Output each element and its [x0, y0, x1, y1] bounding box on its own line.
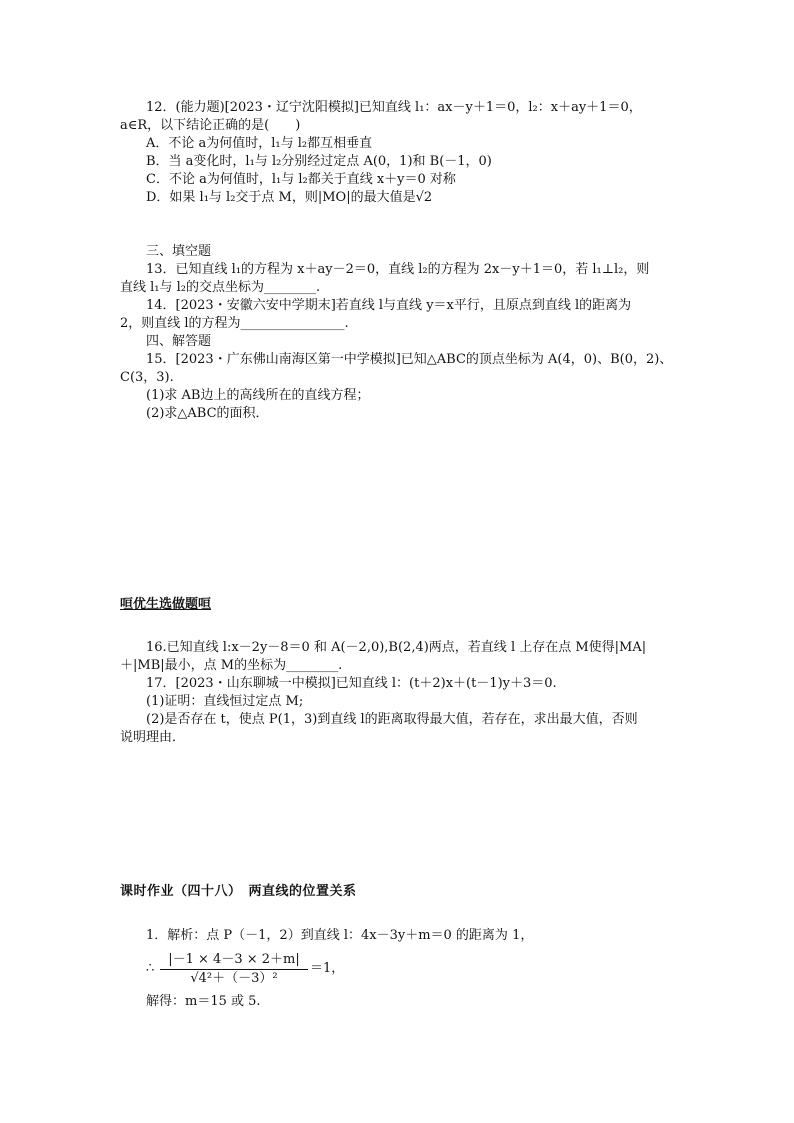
q12-stem-line1: 12．(能力题)[2023・辽宁沈阳模拟]已知直线 l₁：ax－y＋1＝0，l₂：x＋ay＋1＝0，	[146, 100, 642, 115]
answer1-result: 解得：m＝15 或 5.	[146, 994, 261, 1009]
q15-line1: 15．[2023・广东佛山南海区第一中学模拟]已知△ABC的顶点坐标为 A(4，0)、B(0，2)、	[146, 352, 673, 367]
q12-option-b: B．当 a变化时，l₁与 l₂分别经过定点 A(0，1)和 B(－1，0)	[146, 154, 492, 169]
q13-line1: 13．已知直线 l₁的方程为 x＋ay－2＝0，直线 l₂的方程为 2x－y＋1＝0，若 l₁⊥l₂，则	[146, 262, 650, 277]
fraction-numerator: |－1 × 4－3 × 2＋m|	[160, 952, 308, 970]
q12-option-a: A．不论 a为何值时，l₁与 l₂都互相垂直	[146, 136, 373, 151]
q15-sub2: (2)求△ABC的面积．	[146, 406, 269, 421]
q14-line1: 14．[2023・安徽六安中学期末]若直线 l与直线 y＝x平行，且原点到直线 l的距离为	[146, 298, 632, 313]
section-answer-heading: 四、解答题	[146, 334, 212, 349]
fraction-equals-one: ＝1，	[310, 961, 345, 976]
q13-line2: 直线 l₁与 l₂的交点坐标为________.	[120, 280, 321, 295]
q15-sub1: (1)求 AB边上的高线所在的直线方程；	[146, 388, 370, 403]
distance-fraction	[160, 952, 308, 987]
answer-section-title: 课时作业（四十八） 两直线的位置关系	[120, 884, 357, 899]
section-fill-in-heading: 三、填空题	[146, 244, 212, 259]
q12-stem-line2: a∈R，以下结论正确的是( )	[120, 118, 301, 133]
advanced-section-heading: 咺优生选做题咺	[120, 597, 212, 612]
q16-line2: ＋|MB|最小，点 M的坐标为________.	[120, 658, 343, 673]
therefore-symbol: ∴	[146, 961, 155, 976]
fraction-denominator: √4²＋（－3）²	[190, 971, 278, 986]
q12-option-d: D．如果 l₁与 l₂交于点 M，则|MO|的最大值是√2	[146, 190, 433, 205]
q17-sub3: 说明理由．	[120, 730, 186, 745]
q17-sub2: (2)是否存在 t，使点 P(1，3)到直线 l的距离取得最大值，若存在，求出最大值，否则	[146, 712, 638, 727]
q14-line2: 2，则直线 l的方程为________________.	[120, 316, 349, 331]
answer1-line1: 1．解析：点 P（－1，2）到直线 l：4x－3y＋m＝0 的距离为 1，	[146, 928, 534, 943]
q15-line2: C(3，3).	[120, 370, 174, 385]
q12-option-c: C．不论 a为何值时，l₁与 l₂都关于直线 x＋y＝0 对称	[146, 172, 456, 187]
q17-line1: 17．[2023・山东聊城一中模拟]已知直线 l：(t＋2)x＋(t－1)y＋3＝0.	[146, 676, 557, 691]
q17-sub1: (1)证明：直线恒过定点 M;	[146, 694, 304, 709]
q16-line1: 16.已知直线 l:x－2y－8＝0 和 A(－2,0),B(2,4)两点，若直线 l 上存在点 M使得|MA|	[146, 640, 647, 655]
